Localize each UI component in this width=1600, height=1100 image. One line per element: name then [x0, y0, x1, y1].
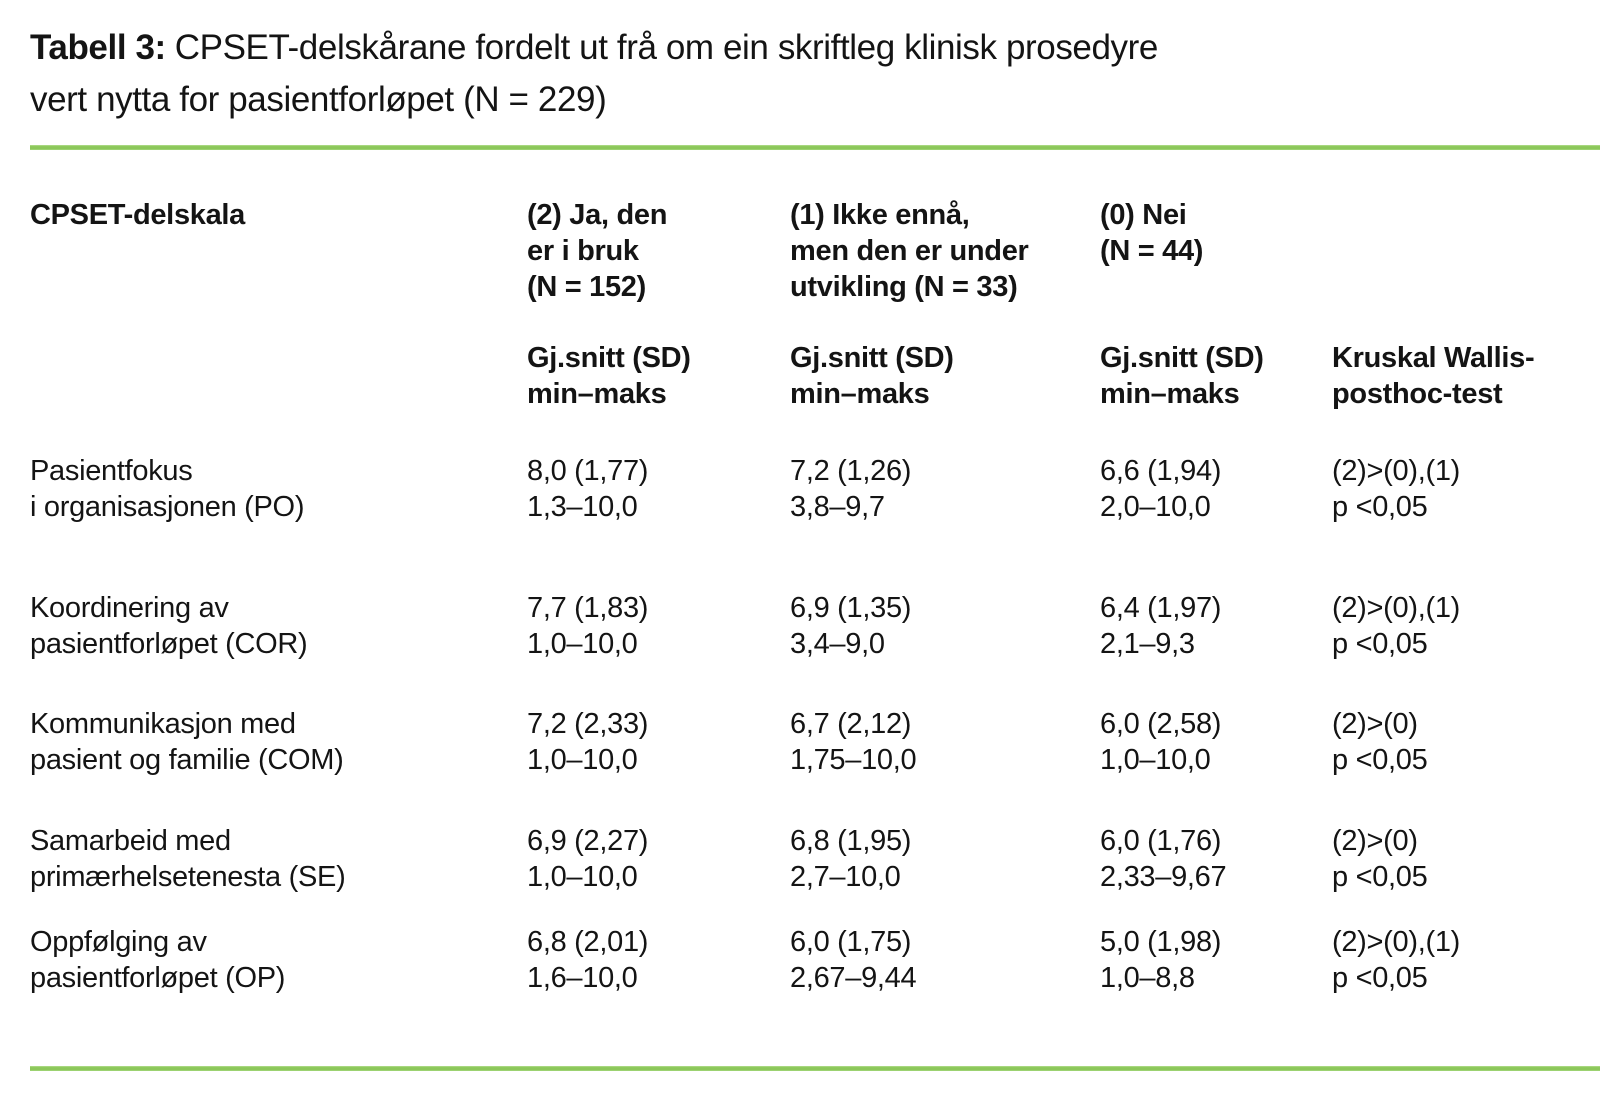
stat-header-group0: Gj.snitt (SD) min–maks	[1100, 342, 1264, 410]
group1-cell	[790, 823, 1100, 895]
caption-line1: CPSET-delskårane fordelt ut frå om ein skriftleg klinisk prosedyre	[174, 28, 1158, 67]
mean-sd-value: 6,0 (2,58)	[1100, 708, 1222, 740]
group1-cell	[790, 590, 1100, 662]
posthoc-pvalue: p <0,05	[1332, 628, 1428, 660]
range-value: 1,0–10,0	[1100, 744, 1211, 776]
range-value: 2,0–10,0	[1100, 491, 1211, 523]
bottom-rule	[30, 1066, 1600, 1071]
table-row-op	[30, 924, 1600, 996]
column-header-delskala: CPSET-delskala	[30, 199, 246, 231]
group1-cell	[790, 453, 1100, 525]
range-value: 1,75–10,0	[790, 744, 917, 776]
range-value: 1,0–10,0	[527, 861, 638, 893]
mean-sd-value: 6,4 (1,97)	[1100, 592, 1222, 624]
top-rule	[30, 145, 1600, 150]
range-value: 1,0–10,0	[527, 628, 638, 660]
mean-sd-value: 6,8 (1,95)	[790, 825, 912, 857]
range-value: 1,3–10,0	[527, 491, 638, 523]
posthoc-pvalue: p <0,05	[1332, 962, 1428, 994]
range-value: 1,6–10,0	[527, 962, 638, 994]
mean-sd-value: 6,0 (1,75)	[790, 926, 912, 958]
group0-cell	[1100, 706, 1332, 778]
mean-sd-value: 6,7 (2,12)	[790, 708, 912, 740]
mean-sd-value: 6,9 (2,27)	[527, 825, 649, 857]
table-header-stats	[30, 340, 1600, 453]
posthoc-comparison: (2)>(0),(1)	[1332, 455, 1461, 487]
caption-line2: vert nytta for pasientforløpet (N = 229)	[30, 80, 607, 119]
posthoc-pvalue: p <0,05	[1332, 491, 1428, 523]
row-label: Oppfølging av pasientforløpet (OP)	[30, 926, 286, 994]
stat-header-group1: Gj.snitt (SD) min–maks	[790, 342, 954, 410]
range-value: 3,4–9,0	[790, 628, 885, 660]
group0-cell	[1100, 590, 1332, 662]
group2-cell	[527, 590, 790, 662]
group0-cell	[1100, 453, 1332, 525]
caption-label: Tabell 3:	[30, 28, 166, 67]
mean-sd-value: 6,0 (1,76)	[1100, 825, 1222, 857]
range-value: 3,8–9,7	[790, 491, 885, 523]
table-row-se	[30, 823, 1600, 924]
posthoc-cell	[1332, 706, 1600, 778]
mean-sd-value: 7,2 (2,33)	[527, 708, 649, 740]
range-value: 1,0–10,0	[527, 744, 638, 776]
table-caption	[30, 22, 1430, 126]
range-value: 2,67–9,44	[790, 962, 917, 994]
posthoc-pvalue: p <0,05	[1332, 744, 1428, 776]
table-row-com	[30, 706, 1600, 823]
mean-sd-value: 7,2 (1,26)	[790, 455, 912, 487]
posthoc-cell	[1332, 823, 1600, 895]
group1-cell	[790, 924, 1100, 996]
row-label: Kommunikasjon med pasient og familie (COM)	[30, 708, 344, 776]
row-label: Pasientfokus i organisasjonen (PO)	[30, 455, 305, 523]
mean-sd-value: 6,9 (1,35)	[790, 592, 912, 624]
posthoc-cell	[1332, 924, 1600, 996]
mean-sd-value: 8,0 (1,77)	[527, 455, 649, 487]
range-value: 2,33–9,67	[1100, 861, 1227, 893]
table-row-cor	[30, 590, 1600, 706]
mean-sd-value: 5,0 (1,98)	[1100, 926, 1222, 958]
range-value: 2,1–9,3	[1100, 628, 1195, 660]
posthoc-pvalue: p <0,05	[1332, 861, 1428, 893]
group0-cell	[1100, 823, 1332, 895]
column-header-group1: (1) Ikke ennå, men den er under utvikling (N = 33)	[790, 199, 1029, 303]
column-header-group2: (2) Ja, den er i bruk (N = 152)	[527, 199, 668, 303]
mean-sd-value: 6,8 (2,01)	[527, 926, 649, 958]
group0-cell	[1100, 924, 1332, 996]
group2-cell	[527, 706, 790, 778]
group1-cell	[790, 706, 1100, 778]
stat-header-group2: Gj.snitt (SD) min–maks	[527, 342, 691, 410]
row-label: Koordinering av pasientforløpet (COR)	[30, 592, 308, 660]
group2-cell	[527, 453, 790, 525]
range-value: 2,7–10,0	[790, 861, 901, 893]
posthoc-cell	[1332, 590, 1600, 662]
row-label: Samarbeid med primærhelsetenesta (SE)	[30, 825, 346, 893]
table-row-po	[30, 453, 1600, 590]
column-header-group0: (0) Nei (N = 44)	[1100, 199, 1204, 267]
range-value: 1,0–8,8	[1100, 962, 1195, 994]
posthoc-comparison: (2)>(0),(1)	[1332, 926, 1461, 958]
results-table	[30, 197, 1600, 996]
group2-cell	[527, 823, 790, 895]
posthoc-comparison: (2)>(0)	[1332, 708, 1418, 740]
posthoc-comparison: (2)>(0),(1)	[1332, 592, 1461, 624]
group2-cell	[527, 924, 790, 996]
mean-sd-value: 7,7 (1,83)	[527, 592, 649, 624]
posthoc-cell	[1332, 453, 1600, 525]
table-header-groups	[30, 197, 1600, 340]
stat-header-kruskal: Kruskal Wallis- posthoc-test	[1332, 342, 1535, 410]
mean-sd-value: 6,6 (1,94)	[1100, 455, 1222, 487]
posthoc-comparison: (2)>(0)	[1332, 825, 1418, 857]
